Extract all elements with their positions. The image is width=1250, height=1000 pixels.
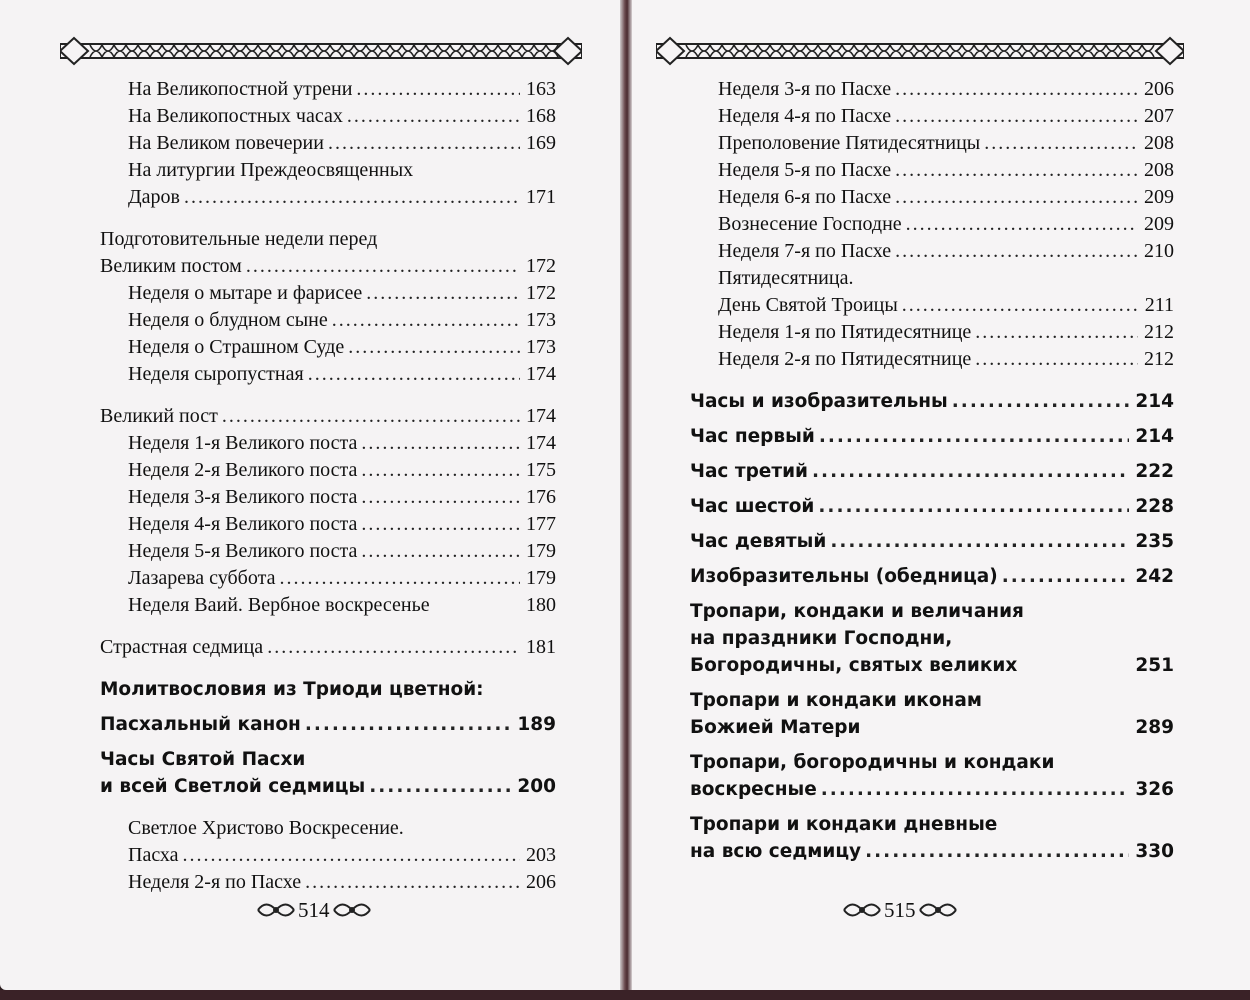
dot-leader xyxy=(361,430,520,457)
toc-entry-page: 203 xyxy=(526,844,556,866)
toc-entry-title: Преполовение Пятидесятницы xyxy=(718,132,981,154)
toc-entry xyxy=(690,265,1174,292)
toc-entry xyxy=(100,815,556,842)
toc-entry-page: 168 xyxy=(526,105,556,127)
toc-entry xyxy=(100,869,556,896)
toc-entry-title: Лазарева суббота xyxy=(128,567,276,589)
toc-entry xyxy=(100,484,556,511)
toc-entry-title: Пасхальный канон xyxy=(100,714,301,735)
toc-entry-page: 179 xyxy=(526,540,556,562)
dot-leader xyxy=(895,157,1138,184)
toc-entry-page: 222 xyxy=(1135,461,1174,482)
toc-entry-title: Неделя 4-я по Пасхе xyxy=(718,105,892,127)
toc-entry xyxy=(690,652,1174,679)
toc-entry xyxy=(100,842,556,869)
toc-entry-title: Неделя 5-я по Пасхе xyxy=(718,159,892,181)
toc-entry-title: Молитвословия из Триоди цветной: xyxy=(100,679,484,700)
dot-leader xyxy=(366,280,520,307)
toc-entry-title: Светлое Христово Воскресение. xyxy=(128,817,404,839)
toc-entry xyxy=(100,634,556,661)
toc-entry xyxy=(690,493,1174,520)
book-cover-edge xyxy=(0,990,1250,1000)
top-ornament-left xyxy=(60,36,582,66)
toc-entry xyxy=(690,103,1174,130)
toc-entry-title: Неделя 2-я Великого поста xyxy=(128,459,358,481)
dot-leader xyxy=(895,103,1138,130)
dot-leader xyxy=(305,869,520,896)
toc-entry-title: Неделя о Страшном Суде xyxy=(128,336,345,358)
left-page xyxy=(0,0,620,990)
toc-entry-page: 242 xyxy=(1135,566,1174,587)
dot-leader xyxy=(369,773,511,800)
top-ornament-right xyxy=(656,36,1184,66)
toc-entry xyxy=(100,457,556,484)
toc-entry-title: Богородичны, святых великих xyxy=(690,655,1018,676)
toc-entry-page: 200 xyxy=(517,776,556,797)
dot-leader xyxy=(952,388,1130,415)
book-gutter xyxy=(620,0,632,1000)
page-number: 514 xyxy=(298,897,330,922)
toc-entry xyxy=(690,714,1174,741)
toc-entry-page: 330 xyxy=(1135,841,1174,862)
toc-entry xyxy=(690,319,1174,346)
toc-entry xyxy=(100,130,556,157)
toc-entry-page: 214 xyxy=(1135,426,1174,447)
toc-entry-page: 169 xyxy=(526,132,556,154)
toc-entry-title: На Великом повечерии xyxy=(128,132,324,154)
toc-entry xyxy=(100,334,556,361)
toc-entry xyxy=(100,157,556,184)
toc-entry-page: 171 xyxy=(526,186,556,208)
toc-entry xyxy=(100,76,556,103)
toc-entry-page: 210 xyxy=(1144,240,1174,262)
table-of-contents-left xyxy=(100,76,556,896)
dot-leader xyxy=(984,130,1138,157)
toc-entry-page: 251 xyxy=(1135,655,1174,676)
toc-entry-title: На Великопостных часах xyxy=(128,105,343,127)
toc-entry-title: Неделя 1-я по Пятидесятнице xyxy=(718,321,972,343)
dot-leader xyxy=(906,211,1138,238)
toc-entry-page: 174 xyxy=(526,405,556,427)
toc-entry-title: Неделя 4-я Великого поста xyxy=(128,513,358,535)
dot-leader xyxy=(902,292,1139,319)
toc-entry-page: 235 xyxy=(1135,531,1174,552)
toc-entry-title: Неделя 2-я по Пасхе xyxy=(128,871,302,893)
toc-entry-page: 208 xyxy=(1144,159,1174,181)
toc-entry-title: Даров xyxy=(128,186,180,208)
toc-entry-title: Неделя 3-я Великого поста xyxy=(128,486,358,508)
dot-leader xyxy=(356,76,520,103)
toc-entry-title: Час девятый xyxy=(690,531,827,552)
toc-entry-page: 173 xyxy=(526,309,556,331)
toc-entry xyxy=(690,292,1174,319)
toc-entry xyxy=(690,563,1174,590)
toc-entry-page: 228 xyxy=(1135,496,1174,517)
toc-entry-page: 172 xyxy=(526,255,556,277)
dot-leader xyxy=(895,184,1138,211)
toc-entry xyxy=(690,130,1174,157)
dot-leader xyxy=(279,565,520,592)
toc-entry-title: Подготовительные недели перед xyxy=(100,228,378,250)
toc-entry xyxy=(100,307,556,334)
toc-entry xyxy=(100,676,556,703)
toc-entry xyxy=(100,711,556,738)
toc-entry-title: Пятидесятница. xyxy=(718,267,854,289)
toc-entry-title: Час первый xyxy=(690,426,815,447)
dot-leader xyxy=(361,538,520,565)
toc-entry-title: Тропари и кондаки иконам xyxy=(690,690,982,711)
page-number-right xyxy=(842,898,958,922)
celtic-knot-band-icon xyxy=(656,36,1184,66)
toc-entry-title: Вознесение Господне xyxy=(718,213,902,235)
dot-leader xyxy=(267,634,520,661)
toc-entry xyxy=(690,749,1174,776)
toc-entry-page: 163 xyxy=(526,78,556,100)
dot-leader xyxy=(332,307,520,334)
toc-entry-page: 172 xyxy=(526,282,556,304)
toc-entry-title: Неделя 3-я по Пасхе xyxy=(718,78,892,100)
toc-entry-title: Великим постом xyxy=(100,255,242,277)
dot-leader xyxy=(246,253,520,280)
dot-leader xyxy=(305,711,512,738)
toc-entry-title: на праздники Господни, xyxy=(690,628,953,649)
toc-entry-title: на всю седмицу xyxy=(690,841,862,862)
dot-leader xyxy=(361,511,520,538)
dot-leader xyxy=(348,334,520,361)
toc-entry xyxy=(100,361,556,388)
toc-entry-title: На литургии Преждеосвященных xyxy=(128,159,414,181)
dot-leader xyxy=(895,76,1138,103)
toc-entry xyxy=(100,403,556,430)
toc-entry-title: День Святой Троицы xyxy=(718,294,898,316)
toc-entry-page: 209 xyxy=(1144,213,1174,235)
dot-leader xyxy=(895,238,1138,265)
toc-entry-title: Неделя 2-я по Пятидесятнице xyxy=(718,348,972,370)
toc-entry-page: 176 xyxy=(526,486,556,508)
dot-leader xyxy=(184,184,520,211)
dot-leader xyxy=(1002,563,1130,590)
toc-entry-title: Тропари и кондаки дневные xyxy=(690,814,998,835)
dot-leader xyxy=(308,361,520,388)
toc-entry xyxy=(690,458,1174,485)
folio-ornament-icon xyxy=(842,899,882,921)
toc-entry xyxy=(690,76,1174,103)
toc-entry-page: 211 xyxy=(1144,294,1174,316)
right-page xyxy=(632,0,1250,990)
dot-leader xyxy=(975,319,1138,346)
toc-entry-page: 175 xyxy=(526,459,556,481)
toc-entry-page: 206 xyxy=(1144,78,1174,100)
toc-entry-title: Час шестой xyxy=(690,496,815,517)
toc-entry xyxy=(690,776,1174,803)
dot-leader xyxy=(821,776,1130,803)
toc-entry-title: Неделя сыропустная xyxy=(128,363,304,385)
toc-entry-page: 212 xyxy=(1144,348,1174,370)
toc-entry xyxy=(100,746,556,773)
toc-entry-page: 289 xyxy=(1135,717,1174,738)
toc-entry-page: 177 xyxy=(526,513,556,535)
page-number: 515 xyxy=(884,897,916,922)
toc-entry xyxy=(690,423,1174,450)
toc-entry-title: Неделя 1-я Великого поста xyxy=(128,432,358,454)
toc-entry xyxy=(690,598,1174,625)
toc-entry-page: 179 xyxy=(526,567,556,589)
toc-entry-page: 173 xyxy=(526,336,556,358)
table-of-contents-right xyxy=(690,76,1174,865)
dot-leader xyxy=(812,458,1129,485)
toc-entry xyxy=(100,538,556,565)
toc-entry xyxy=(100,430,556,457)
toc-entry-title: Неделя о мытаре и фарисее xyxy=(128,282,363,304)
toc-entry-title: Изобразительны (обедница) xyxy=(690,566,998,587)
dot-leader xyxy=(819,423,1130,450)
toc-entry-page: 206 xyxy=(526,871,556,893)
toc-entry-page: 189 xyxy=(517,714,556,735)
page-number-left xyxy=(256,898,372,922)
folio-ornament-icon xyxy=(332,899,372,921)
toc-entry xyxy=(690,211,1174,238)
toc-entry xyxy=(100,253,556,280)
folio-ornament-icon xyxy=(918,899,958,921)
dot-leader xyxy=(975,346,1138,373)
toc-entry-title: Тропари, кондаки и величания xyxy=(690,601,1024,622)
toc-entry-page: 326 xyxy=(1135,779,1174,800)
toc-entry xyxy=(100,226,556,253)
toc-entry-title: Часы и изобразительны xyxy=(690,391,948,412)
toc-entry-title: Часы Святой Пасхи xyxy=(100,749,306,770)
dot-leader xyxy=(222,403,520,430)
dot-leader xyxy=(865,838,1129,865)
toc-entry xyxy=(690,184,1174,211)
dot-leader xyxy=(328,130,520,157)
toc-entry xyxy=(100,184,556,211)
toc-entry xyxy=(100,592,556,619)
toc-entry-page: 174 xyxy=(526,363,556,385)
dot-leader xyxy=(361,457,520,484)
toc-entry-title: Час третий xyxy=(690,461,809,482)
toc-entry-page: 209 xyxy=(1144,186,1174,208)
toc-entry xyxy=(690,238,1174,265)
toc-entry xyxy=(100,565,556,592)
toc-entry-title: Неделя 6-я по Пасхе xyxy=(718,186,892,208)
toc-entry xyxy=(100,103,556,130)
dot-leader xyxy=(361,484,520,511)
toc-entry-title: Неделя 5-я Великого поста xyxy=(128,540,358,562)
toc-entry-title: На Великопостной утрени xyxy=(128,78,353,100)
dot-leader xyxy=(818,493,1129,520)
toc-entry-title: воскресные xyxy=(690,779,817,800)
toc-entry-page: 174 xyxy=(526,432,556,454)
toc-entry-title: Неделя Ваий. Вербное воскресенье xyxy=(128,594,430,616)
folio-ornament-icon xyxy=(256,899,296,921)
toc-entry-page: 180 xyxy=(526,594,556,616)
toc-entry xyxy=(100,511,556,538)
toc-entry-title: Великий пост xyxy=(100,405,218,427)
toc-entry-page: 214 xyxy=(1135,391,1174,412)
toc-entry xyxy=(690,687,1174,714)
toc-entry-title: Божией Матери xyxy=(690,717,861,738)
toc-entry xyxy=(690,388,1174,415)
toc-entry xyxy=(690,157,1174,184)
toc-entry xyxy=(100,280,556,307)
celtic-knot-band-icon xyxy=(60,36,582,66)
toc-entry-title: Тропари, богородичны и кондаки xyxy=(690,752,1055,773)
toc-entry-title: и всей Светлой седмицы xyxy=(100,776,366,797)
toc-entry-page: 207 xyxy=(1144,105,1174,127)
toc-entry xyxy=(690,838,1174,865)
dot-leader xyxy=(830,528,1129,555)
toc-entry xyxy=(690,811,1174,838)
toc-entry xyxy=(690,625,1174,652)
toc-entry-title: Неделя 7-я по Пасхе xyxy=(718,240,892,262)
toc-entry xyxy=(690,346,1174,373)
toc-entry-page: 208 xyxy=(1144,132,1174,154)
toc-entry xyxy=(690,528,1174,555)
toc-entry-title: Пасха xyxy=(128,844,179,866)
toc-entry-page: 212 xyxy=(1144,321,1174,343)
toc-entry xyxy=(100,773,556,800)
dot-leader xyxy=(183,842,520,869)
dot-leader xyxy=(347,103,520,130)
toc-entry-page: 181 xyxy=(526,636,556,658)
toc-entry-title: Неделя о блудном сыне xyxy=(128,309,328,331)
toc-entry-title: Страстная седмица xyxy=(100,636,264,658)
